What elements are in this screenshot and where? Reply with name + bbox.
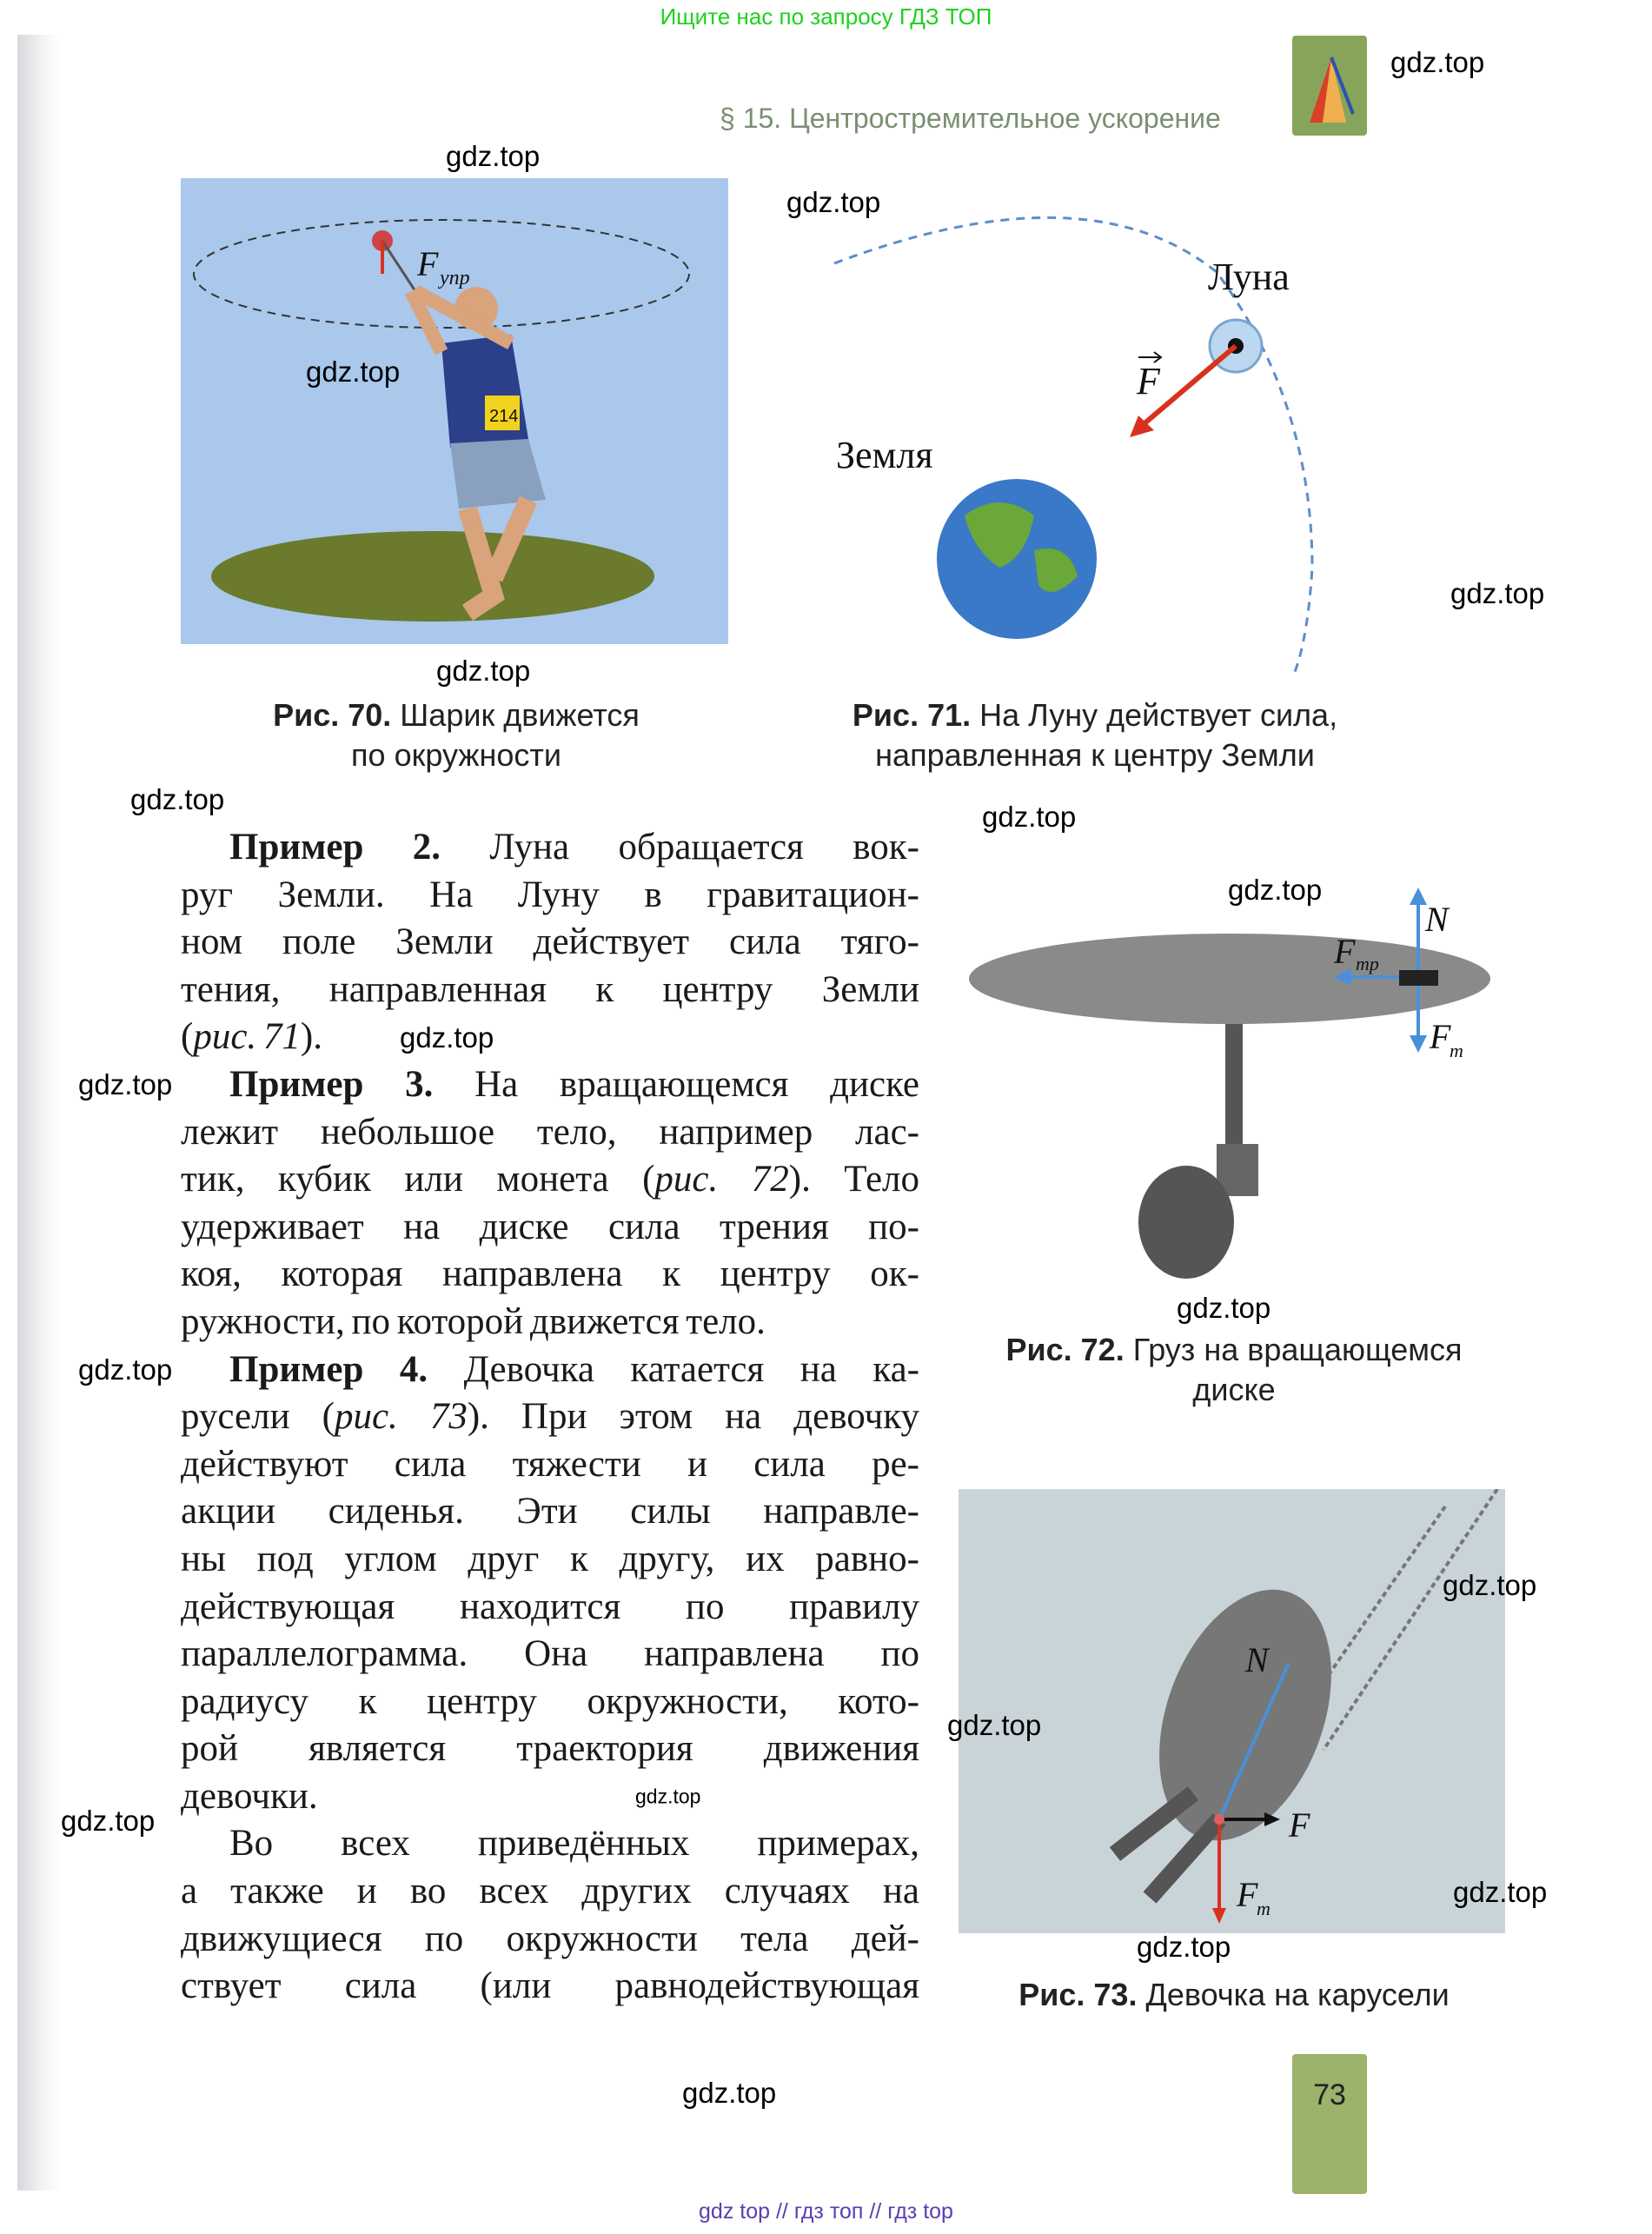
caption-number: Рис. 73.: [1018, 1977, 1138, 2012]
page-number-tab: [1292, 2054, 1367, 2194]
figure-72-rotating-disk: [969, 883, 1516, 1300]
text-segment: коя, которая направлена к центру ок-: [181, 1253, 919, 1295]
gravity-force-sub: т: [1257, 1898, 1271, 1919]
watermark: gdz.top: [1450, 577, 1545, 609]
force-label: F: [1137, 360, 1160, 402]
text-line: [181, 919, 919, 967]
text-segment: ствует сила (или равнодействующая: [181, 1965, 919, 2007]
text-line: [181, 1584, 919, 1632]
force-subscript: упр: [440, 267, 470, 289]
figure-reference: рис. 71: [193, 1016, 301, 1058]
figure-72-caption: [973, 1330, 1495, 1410]
text-line: [181, 1488, 919, 1536]
text-segment: ном поле Земли действует сила тяго-: [181, 921, 919, 963]
watermark: gdz.top: [1137, 1931, 1231, 1963]
watermark: gdz.top: [635, 1785, 701, 1808]
watermark: gdz.top: [1177, 1292, 1271, 1324]
bib-number: 214: [489, 407, 519, 426]
figure-reference: рис. 73: [334, 1396, 468, 1438]
text-segment: тения, направленная к центру Земли: [181, 968, 919, 1010]
gravity-force-label: F: [1237, 1875, 1258, 1914]
watermark: gdz.top: [306, 356, 401, 388]
figure-70-caption: [217, 695, 695, 775]
text-line: [181, 1963, 919, 2011]
logo-icon: [1292, 36, 1367, 136]
figure-70-hammer-thrower: [181, 178, 728, 644]
text-line: [181, 1441, 919, 1489]
text-line: [181, 1156, 919, 1204]
caption-number: Рис. 71.: [852, 697, 972, 733]
watermark: gdz.top: [682, 2077, 777, 2109]
normal-force-label: N: [1425, 900, 1449, 939]
example-heading: Пример 3.: [229, 1063, 434, 1105]
text-line: [181, 1868, 919, 1916]
text-segment: действующая находится по правилу: [181, 1586, 919, 1627]
caption-text: Девочка на карусели: [1145, 1977, 1450, 2012]
gravity-force-label: F: [1430, 1017, 1451, 1056]
text-line: [181, 1916, 919, 1964]
text-segment: ). При этом на девочку: [467, 1396, 920, 1438]
body-text: [181, 824, 919, 2011]
caption-number: Рис. 72.: [1005, 1332, 1125, 1367]
section-tab: [1292, 36, 1367, 136]
text-segment: Девочка катается на ка-: [428, 1348, 919, 1390]
text-line: [181, 1725, 919, 1773]
text-segment: (: [181, 1016, 194, 1058]
figure-73-caption: [965, 1975, 1503, 2015]
watermark: gdz.top: [61, 1805, 156, 1837]
text-segment: параллелограмма. Она направлена по: [181, 1633, 919, 1675]
text-segment: радиусу к центру окружности, кото-: [181, 1680, 919, 1722]
text-line: [181, 1679, 919, 1726]
watermark: gdz.top: [1228, 874, 1323, 906]
text-segment: акции сиденья. Эти силы направле-: [181, 1491, 919, 1533]
watermark: gdz.top: [400, 1021, 494, 1054]
watermark: gdz.top: [130, 783, 225, 815]
watermark: gdz.top: [1443, 1569, 1537, 1601]
watermark: gdz.top: [78, 1068, 173, 1100]
caption-text: Шарик движется: [400, 697, 640, 733]
top-banner[interactable]: Ищите нас по запросу ГДЗ ТОП: [660, 3, 992, 30]
caption-text: по окружности: [351, 737, 561, 773]
book-spine-shadow: [17, 35, 61, 2191]
text-line: [181, 1109, 919, 1157]
friction-force-label: F: [1334, 932, 1356, 971]
text-line: [181, 1014, 919, 1061]
watermark: gdz.top: [1453, 1876, 1548, 1908]
bottom-banner[interactable]: gdz top // гдз топ // гдз top: [699, 2199, 953, 2224]
text-segment: удерживает на диске сила трения по-: [181, 1206, 919, 1247]
text-line: [181, 824, 919, 872]
watermark: gdz.top: [78, 1353, 173, 1386]
text-line: [181, 1631, 919, 1679]
text-segment: действуют сила тяжести и сила ре-: [181, 1443, 919, 1485]
text-line: [181, 1299, 919, 1346]
caption-number: Рис. 70.: [273, 697, 392, 733]
figure-71-caption: [826, 695, 1364, 775]
figure-71-moon-earth: [826, 185, 1347, 672]
text-segment: ны под углом друг к другу, их равно-: [181, 1538, 919, 1579]
text-line: [181, 1536, 919, 1584]
text-segment: девочки.: [181, 1775, 318, 1817]
text-line: [181, 872, 919, 920]
text-line: [181, 1251, 919, 1299]
text-segment: тик, кубик или монета (: [181, 1159, 655, 1200]
text-segment: русели (: [181, 1396, 335, 1438]
watermark: gdz.top: [436, 655, 531, 687]
force-label: F: [417, 244, 439, 283]
text-segment: ).: [300, 1016, 322, 1058]
watermark: gdz.top: [1390, 46, 1485, 78]
text-segment: Луна обращается вок-: [441, 827, 919, 868]
text-line: [181, 1820, 919, 1868]
text-segment: ружности, по которой движется тело.: [181, 1300, 766, 1342]
net-force-label: F: [1289, 1805, 1310, 1845]
text-line: [181, 1346, 919, 1394]
text-segment: ). Тело: [788, 1159, 919, 1200]
text-segment: движущиеся по окружности тела дей-: [181, 1918, 919, 1959]
text-line: [181, 1204, 919, 1252]
friction-force-sub: тр: [1356, 953, 1379, 974]
earth-label: Земля: [836, 434, 933, 476]
watermark: gdz.top: [982, 801, 1077, 833]
text-line: [181, 967, 919, 1014]
watermark: gdz.top: [786, 186, 881, 218]
page-number: 73: [1313, 2078, 1346, 2111]
watermark: gdz.top: [947, 1709, 1042, 1741]
moon-label: Луна: [1208, 256, 1290, 298]
example-heading: Пример 4.: [229, 1348, 428, 1390]
caption-text: направленная к центру Земли: [875, 737, 1315, 773]
section-header: § 15. Центростремительное ускорение: [720, 103, 1221, 134]
caption-text: На Луну действует сила,: [979, 697, 1338, 733]
watermark: gdz.top: [446, 140, 541, 172]
figure-reference: рис. 72: [654, 1159, 789, 1200]
caption-text: диске: [1192, 1372, 1276, 1407]
example-heading: Пример 2.: [229, 827, 441, 868]
text-line: [181, 1773, 919, 1821]
text-segment: рой является траектория движения: [181, 1728, 919, 1770]
text-segment: лежит небольшое тело, например лас-: [181, 1111, 919, 1153]
text-line: [181, 1061, 919, 1109]
gravity-force-sub: т: [1450, 1040, 1463, 1061]
normal-force-label: N: [1245, 1640, 1269, 1679]
caption-text: Груз на вращающемся: [1132, 1332, 1463, 1367]
text-segment: руг Земли. На Луну в гравитацион-: [181, 874, 919, 915]
text-segment: а также и во всех других случаях на: [181, 1871, 919, 1912]
text-segment: На вращающемся диске: [433, 1063, 919, 1105]
text-line: [181, 1393, 919, 1441]
text-segment: Во всех приведённых примерах,: [229, 1823, 919, 1865]
